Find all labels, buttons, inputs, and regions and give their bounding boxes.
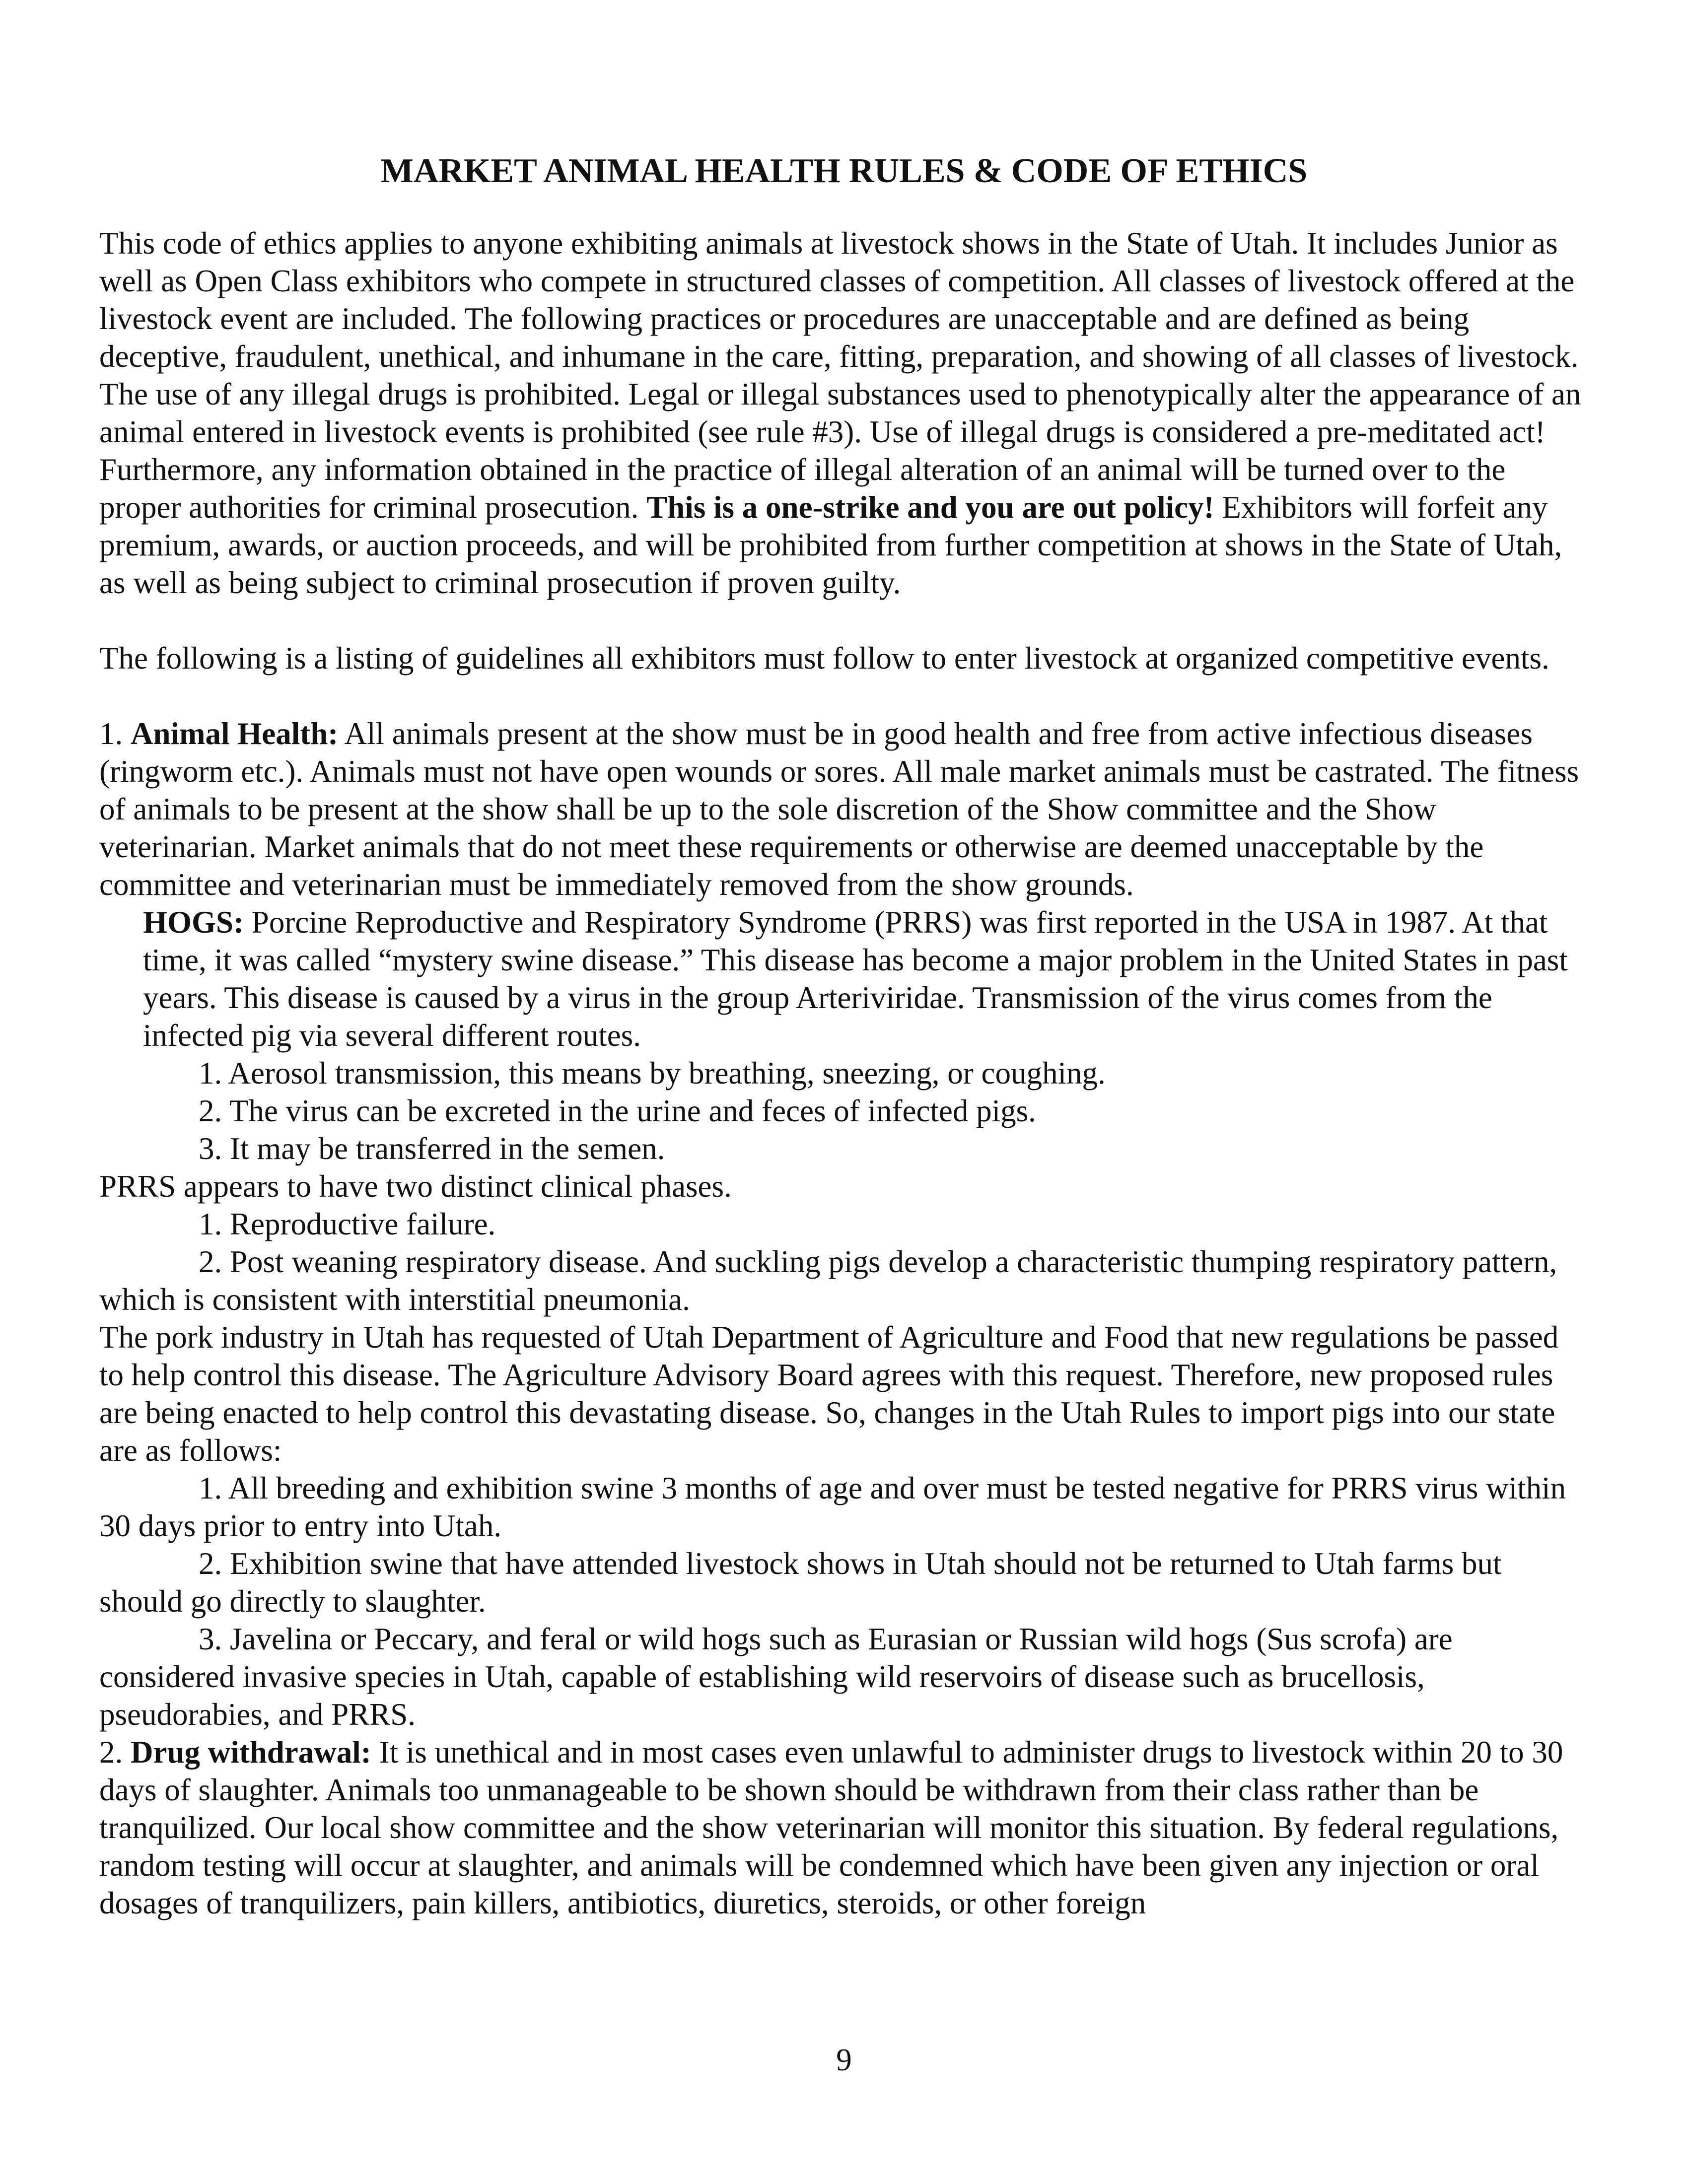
rule-1-animal-health <box>99 715 1589 903</box>
rule-2-heading: Drug withdrawal: <box>131 1735 371 1770</box>
intro-bold-policy: This is a one-strike and you are out policy! <box>646 490 1214 525</box>
spacer <box>99 677 1589 715</box>
hogs-paragraph <box>99 903 1589 1054</box>
hogs-heading: HOGS: <box>143 905 244 940</box>
rule-2-text: It is unethical and in most cases even unlawful to administer drugs to livestock within 20 to 30 days of slaughter. Animals too unmanageable to be shown should be withdrawn from their class rather than be tranquilized. Our local show committee and the show veterinarian will monitor this situation. By federal regulations, random testing will occur at slaughter, and animals will be condemned which have been given any injection or oral dosages of tranquilizers, pain killers, antibiotics, diuretics, steroids, or other foreign <box>99 1735 1563 1920</box>
guidelines-intro: The following is a listing of guidelines all exhibitors must follow to enter livestock at organized competitive events. <box>99 641 1549 676</box>
rule-1-heading: Animal Health: <box>131 716 339 751</box>
hogs-text: Porcine Reproductive and Respiratory Syndrome (PRRS) was first reported in the USA in 1987. At that time, it was called “mystery swine disease.” This disease has become a major problem in the United States in past years. This disease is caused by a virus in the group Arteriviridae. Transmission of the virus comes from the infected pig via several different routes. <box>143 905 1568 1053</box>
intro-text: This code of ethics applies to anyone exhibiting animals at livestock shows in the State of Utah. It includes Junior as well as Open Class exhibitors who compete in structured classes of competition. All classes of livestock offered at the livestock event are included. The following practices or procedures are unacceptable and are defined as being deceptive, fraudulent, unethical, and inhumane in the care, fitting, preparation, and showing of all classes of livestock. The use of any illegal drugs is prohibited. Legal or illegal substances used to phenotypically alter the appearance of an animal entered in livestock events is prohibited (see rule #3). Use of illegal drugs is considered a pre-meditated act! Furthermore, any information obtained in the practice of illegal alteration of an animal will be turned over to the proper authorities for criminal prosecution. <box>99 226 1581 525</box>
document-page <box>99 149 1589 1922</box>
intro-text-end: Exhibitors will forfeit any premium, awards, or auction proceeds, and will be prohibited from further competition at shows in the State of Utah, as well as being subject to criminal prosecution if proven guilty. <box>99 490 1562 600</box>
intro-paragraph <box>99 224 1589 602</box>
import-rule-item: 1. All breeding and exhibition swine 3 months of age and over must be tested negative for PRRS virus within 30 days prior to entry into Utah. <box>99 1471 1566 1543</box>
transmission-route-item: 3. It may be transferred in the semen. <box>199 1131 665 1166</box>
import-rule-item: 3. Javelina or Peccary, and feral or wild hogs such as Eurasian or Russian wild hogs (Sus scrofa) are considered invasive species in Utah, capable of establishing wild reservoirs of disease such as brucellosis, pseudorabies, and PRRS. <box>99 1622 1453 1732</box>
rule-1-text: All animals present at the show must be in good health and free from active infectious diseases (ringworm etc.). Animals must not have open wounds or sores. All male market animals must be castrated. The fitness of animals to be present at the show shall be up to the sole discretion of the Show committee and the Show veterinarian. Market animals that do not meet these requirements or otherwise are deemed unacceptable by the committee and veterinarian must be immediately removed from the show grounds. <box>99 716 1579 902</box>
prrs-phases-intro: PRRS appears to have two distinct clinical phases. <box>99 1169 732 1204</box>
page-number: 9 <box>836 2043 852 2077</box>
rule-1-number: 1. <box>99 716 131 751</box>
prrs-phase-item: 2. Post weaning respiratory disease. And suckling pigs develop a characteristic thumping respiratory pattern, which is consistent with interstitial pneumonia. <box>99 1244 1557 1317</box>
rule-2-number: 2. <box>99 1735 131 1770</box>
rule-2-drug-withdrawal <box>99 1733 1589 1922</box>
import-rule-item: 2. Exhibition swine that have attended livestock shows in Utah should not be returned to Utah farms but should go directly to slaughter. <box>99 1546 1502 1619</box>
page-title: MARKET ANIMAL HEALTH RULES & CODE OF ETHICS <box>380 152 1308 190</box>
transmission-route-item: 2. The virus can be excreted in the urine and feces of infected pigs. <box>199 1093 1036 1128</box>
spacer <box>99 602 1589 639</box>
transmission-route-item: 1. Aerosol transmission, this means by breathing, sneezing, or coughing. <box>199 1056 1106 1091</box>
prrs-phase-item: 1. Reproductive failure. <box>199 1207 496 1241</box>
pork-industry-paragraph: The pork industry in Utah has requested of Utah Department of Agriculture and Food that new regulations be passed to help control this disease. The Agriculture Advisory Board agrees with this request. Therefore, new proposed rules are being enacted to help control this devastating disease. So, changes in the Utah Rules to import pigs into our state are as follows: <box>99 1320 1559 1468</box>
